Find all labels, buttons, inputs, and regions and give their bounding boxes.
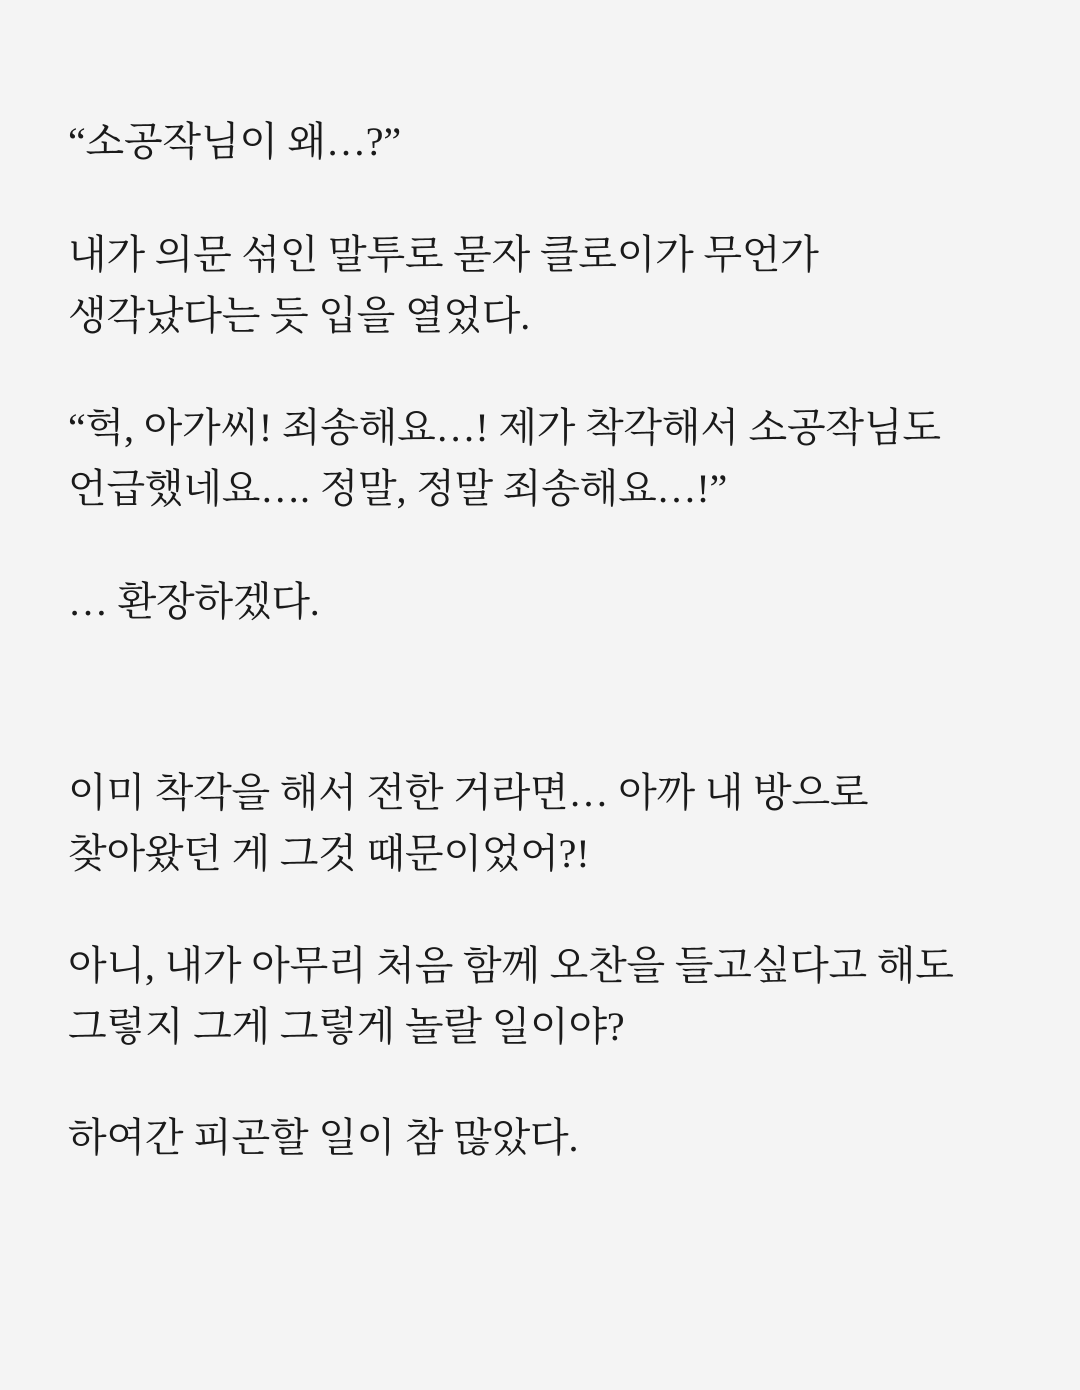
story-paragraph-7: 하여간 피곤할 일이 참 많았다. [68,1114,579,1160]
story-paragraph-2: 내가 의문 섞인 말투로 묻자 클로이가 무언가 생각났다는 듯 입을 열었다. [68,231,819,338]
story-paragraph-6: 아니, 내가 아무리 처음 함께 오찬을 들고싶다고 해도 그렇지 그게 그렇게 놀랄 일이야? [68,943,954,1050]
story-paragraph-4: … 환장하겠다. [68,578,320,624]
story-paragraph-1: “소공작님이 왜…?” [68,119,401,164]
story-paragraph-5: 이미 착각을 해서 전한 거라면… 아까 내 방으로 찾아왔던 게 그것 때문이었어?! [68,769,869,876]
story-paragraph-3: “헉, 아가씨! 죄송해요…! 제가 착각해서 소공작님도 언급했네요…. 정말, 정말 죄송해요…!” [68,405,941,512]
